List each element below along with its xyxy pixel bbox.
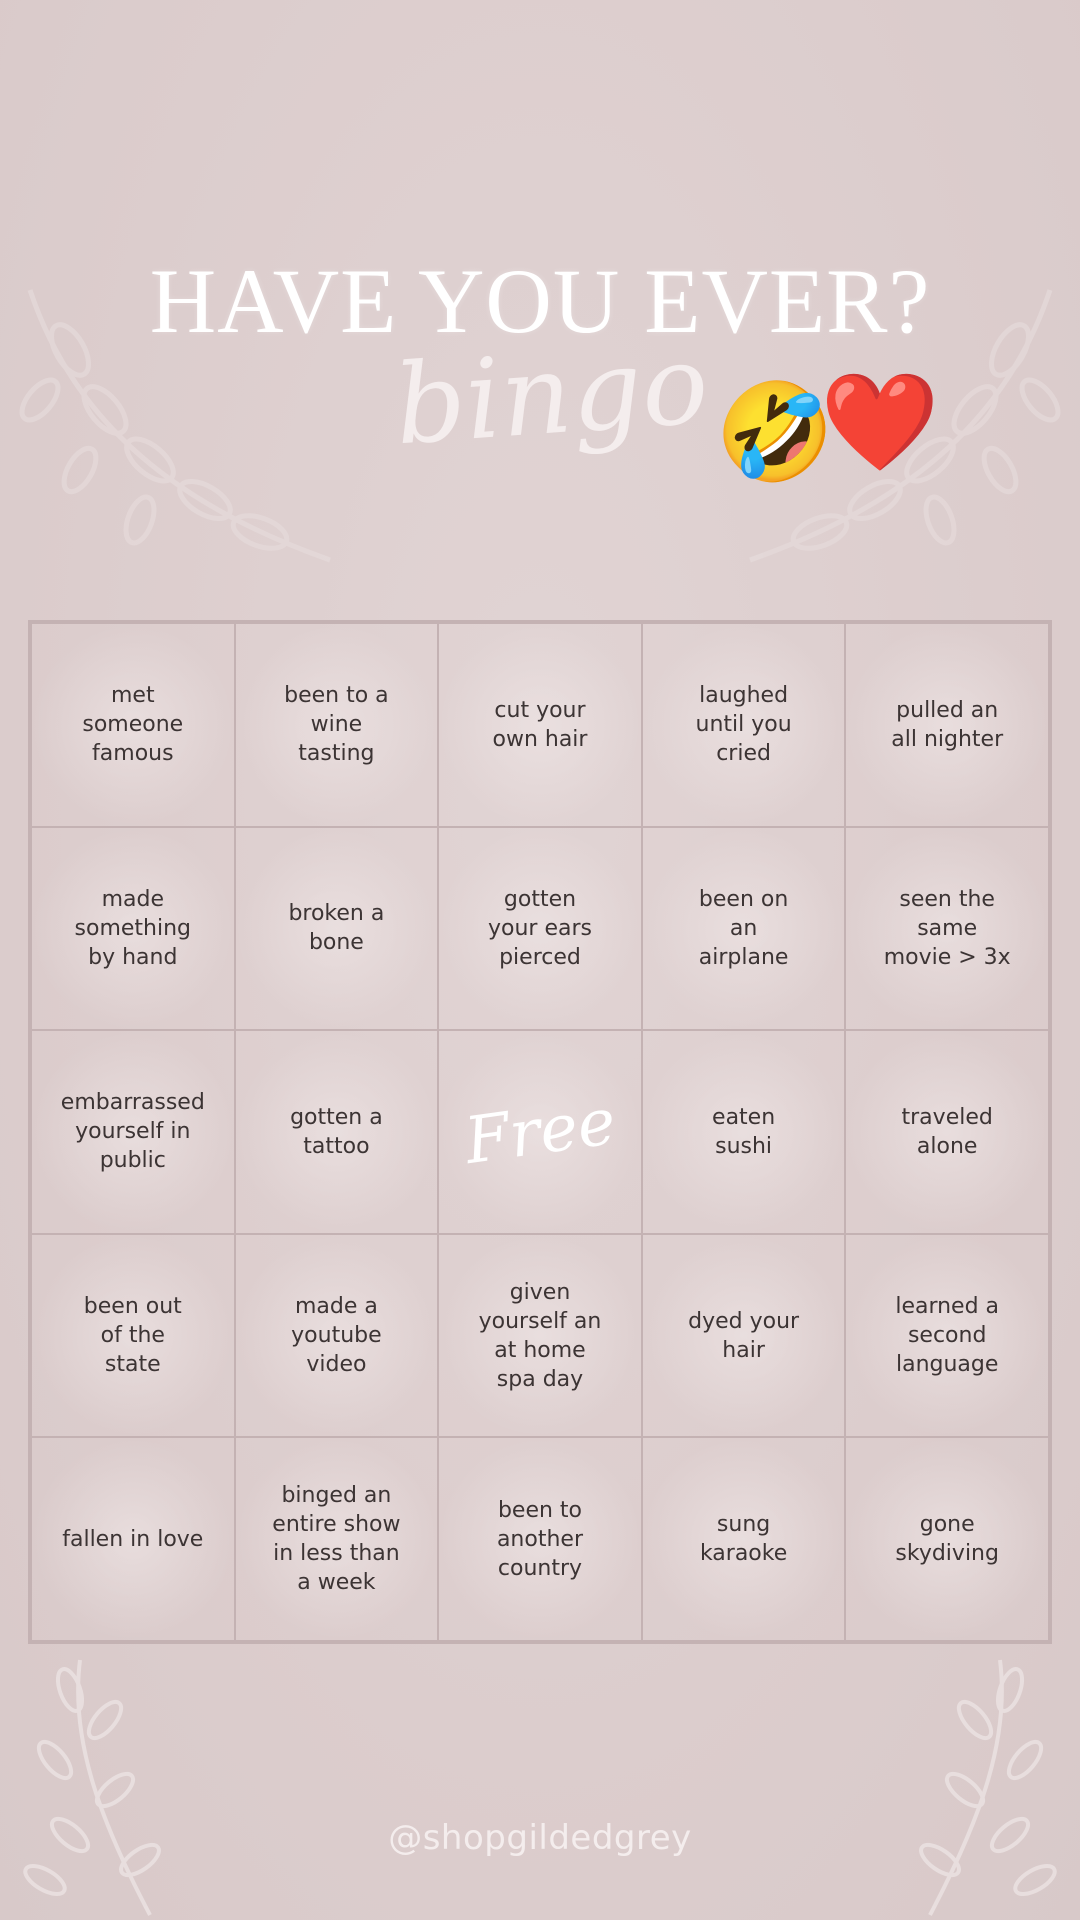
bingo-cell[interactable] — [642, 827, 846, 1031]
leaf-branch-bottom-right-icon — [870, 1650, 1070, 1920]
bingo-cell[interactable] — [235, 1437, 439, 1641]
bingo-cell[interactable] — [642, 1437, 846, 1641]
bingo-cell-text: pulled an all nighter — [891, 697, 1004, 752]
bingo-cell[interactable] — [235, 623, 439, 827]
bingo-cell[interactable] — [845, 623, 1049, 827]
bingo-cell-text: been to another country — [496, 1497, 583, 1581]
bingo-cell[interactable] — [31, 1437, 235, 1641]
bingo-cell[interactable] — [845, 1437, 1049, 1641]
bingo-cell-text: cut your own hair — [492, 697, 588, 752]
bingo-cell-text: fallen in love — [62, 1526, 204, 1552]
bingo-cell[interactable] — [31, 623, 235, 827]
bingo-cell[interactable] — [642, 623, 846, 827]
bingo-cell-text: learned a second language — [895, 1294, 1000, 1378]
bingo-cell[interactable] — [235, 1030, 439, 1234]
bingo-cell-text: made something by hand — [74, 886, 192, 970]
bingo-cell-text: eaten sushi — [712, 1104, 776, 1159]
bingo-cell-text: sung karaoke — [699, 1512, 788, 1567]
bingo-cell[interactable] — [438, 1437, 642, 1641]
bingo-cell[interactable] — [845, 827, 1049, 1031]
bingo-cell[interactable] — [845, 1234, 1049, 1438]
bingo-cell-text: seen the same movie > 3x — [883, 886, 1011, 970]
bingo-cell-text: gotten your ears pierced — [487, 886, 592, 970]
bingo-cell-text: been on an airplane — [698, 886, 789, 970]
bingo-cell[interactable] — [642, 1030, 846, 1234]
bingo-cell-text: broken a bone — [288, 901, 385, 956]
account-handle: @shopgildedgrey — [388, 1818, 692, 1858]
bingo-cell[interactable] — [438, 827, 642, 1031]
bingo-cell[interactable] — [31, 1030, 235, 1234]
page-title: HAVE YOU EVER? — [149, 250, 931, 352]
leaf-branch-bottom-left-icon — [10, 1650, 210, 1920]
bingo-cell[interactable] — [642, 1234, 846, 1438]
bingo-cell-text: made a youtube video — [291, 1294, 382, 1378]
bingo-cell-text: been out of the state — [83, 1294, 182, 1378]
bingo-cell[interactable] — [438, 623, 642, 827]
bingo-cell-text: binged an entire show in less than a week — [272, 1483, 401, 1596]
bingo-cell-text: embarrassed yourself in public — [60, 1090, 205, 1174]
bingo-cell-text: traveled alone — [901, 1104, 993, 1159]
heart-emoji-icon: ❤️ — [820, 369, 940, 476]
bingo-cell-text: met someone famous — [82, 683, 184, 767]
laughing-emoji-icon: 🤣 — [715, 379, 835, 486]
bingo-cell-text: dyed your hair — [688, 1308, 800, 1363]
bingo-cell[interactable] — [31, 827, 235, 1031]
bingo-cell[interactable] — [235, 827, 439, 1031]
bingo-grid — [28, 620, 1052, 1644]
bingo-cell-text: gotten a tattoo — [290, 1104, 383, 1159]
bingo-cell-text: given yourself an at home spa day — [478, 1279, 602, 1392]
bingo-cell[interactable] — [235, 1234, 439, 1438]
bingo-cell-free[interactable] — [438, 1030, 642, 1234]
free-space-label: Free — [460, 1084, 620, 1180]
bingo-cell[interactable] — [438, 1234, 642, 1438]
bingo-cell[interactable] — [31, 1234, 235, 1438]
bingo-cell-text: been to a wine tasting — [284, 683, 389, 767]
bingo-cell-text: gone skydiving — [895, 1512, 999, 1567]
bingo-cell-text: laughed until you cried — [695, 683, 792, 767]
bingo-cell[interactable] — [845, 1030, 1049, 1234]
page-subtitle: bingo — [390, 319, 713, 470]
